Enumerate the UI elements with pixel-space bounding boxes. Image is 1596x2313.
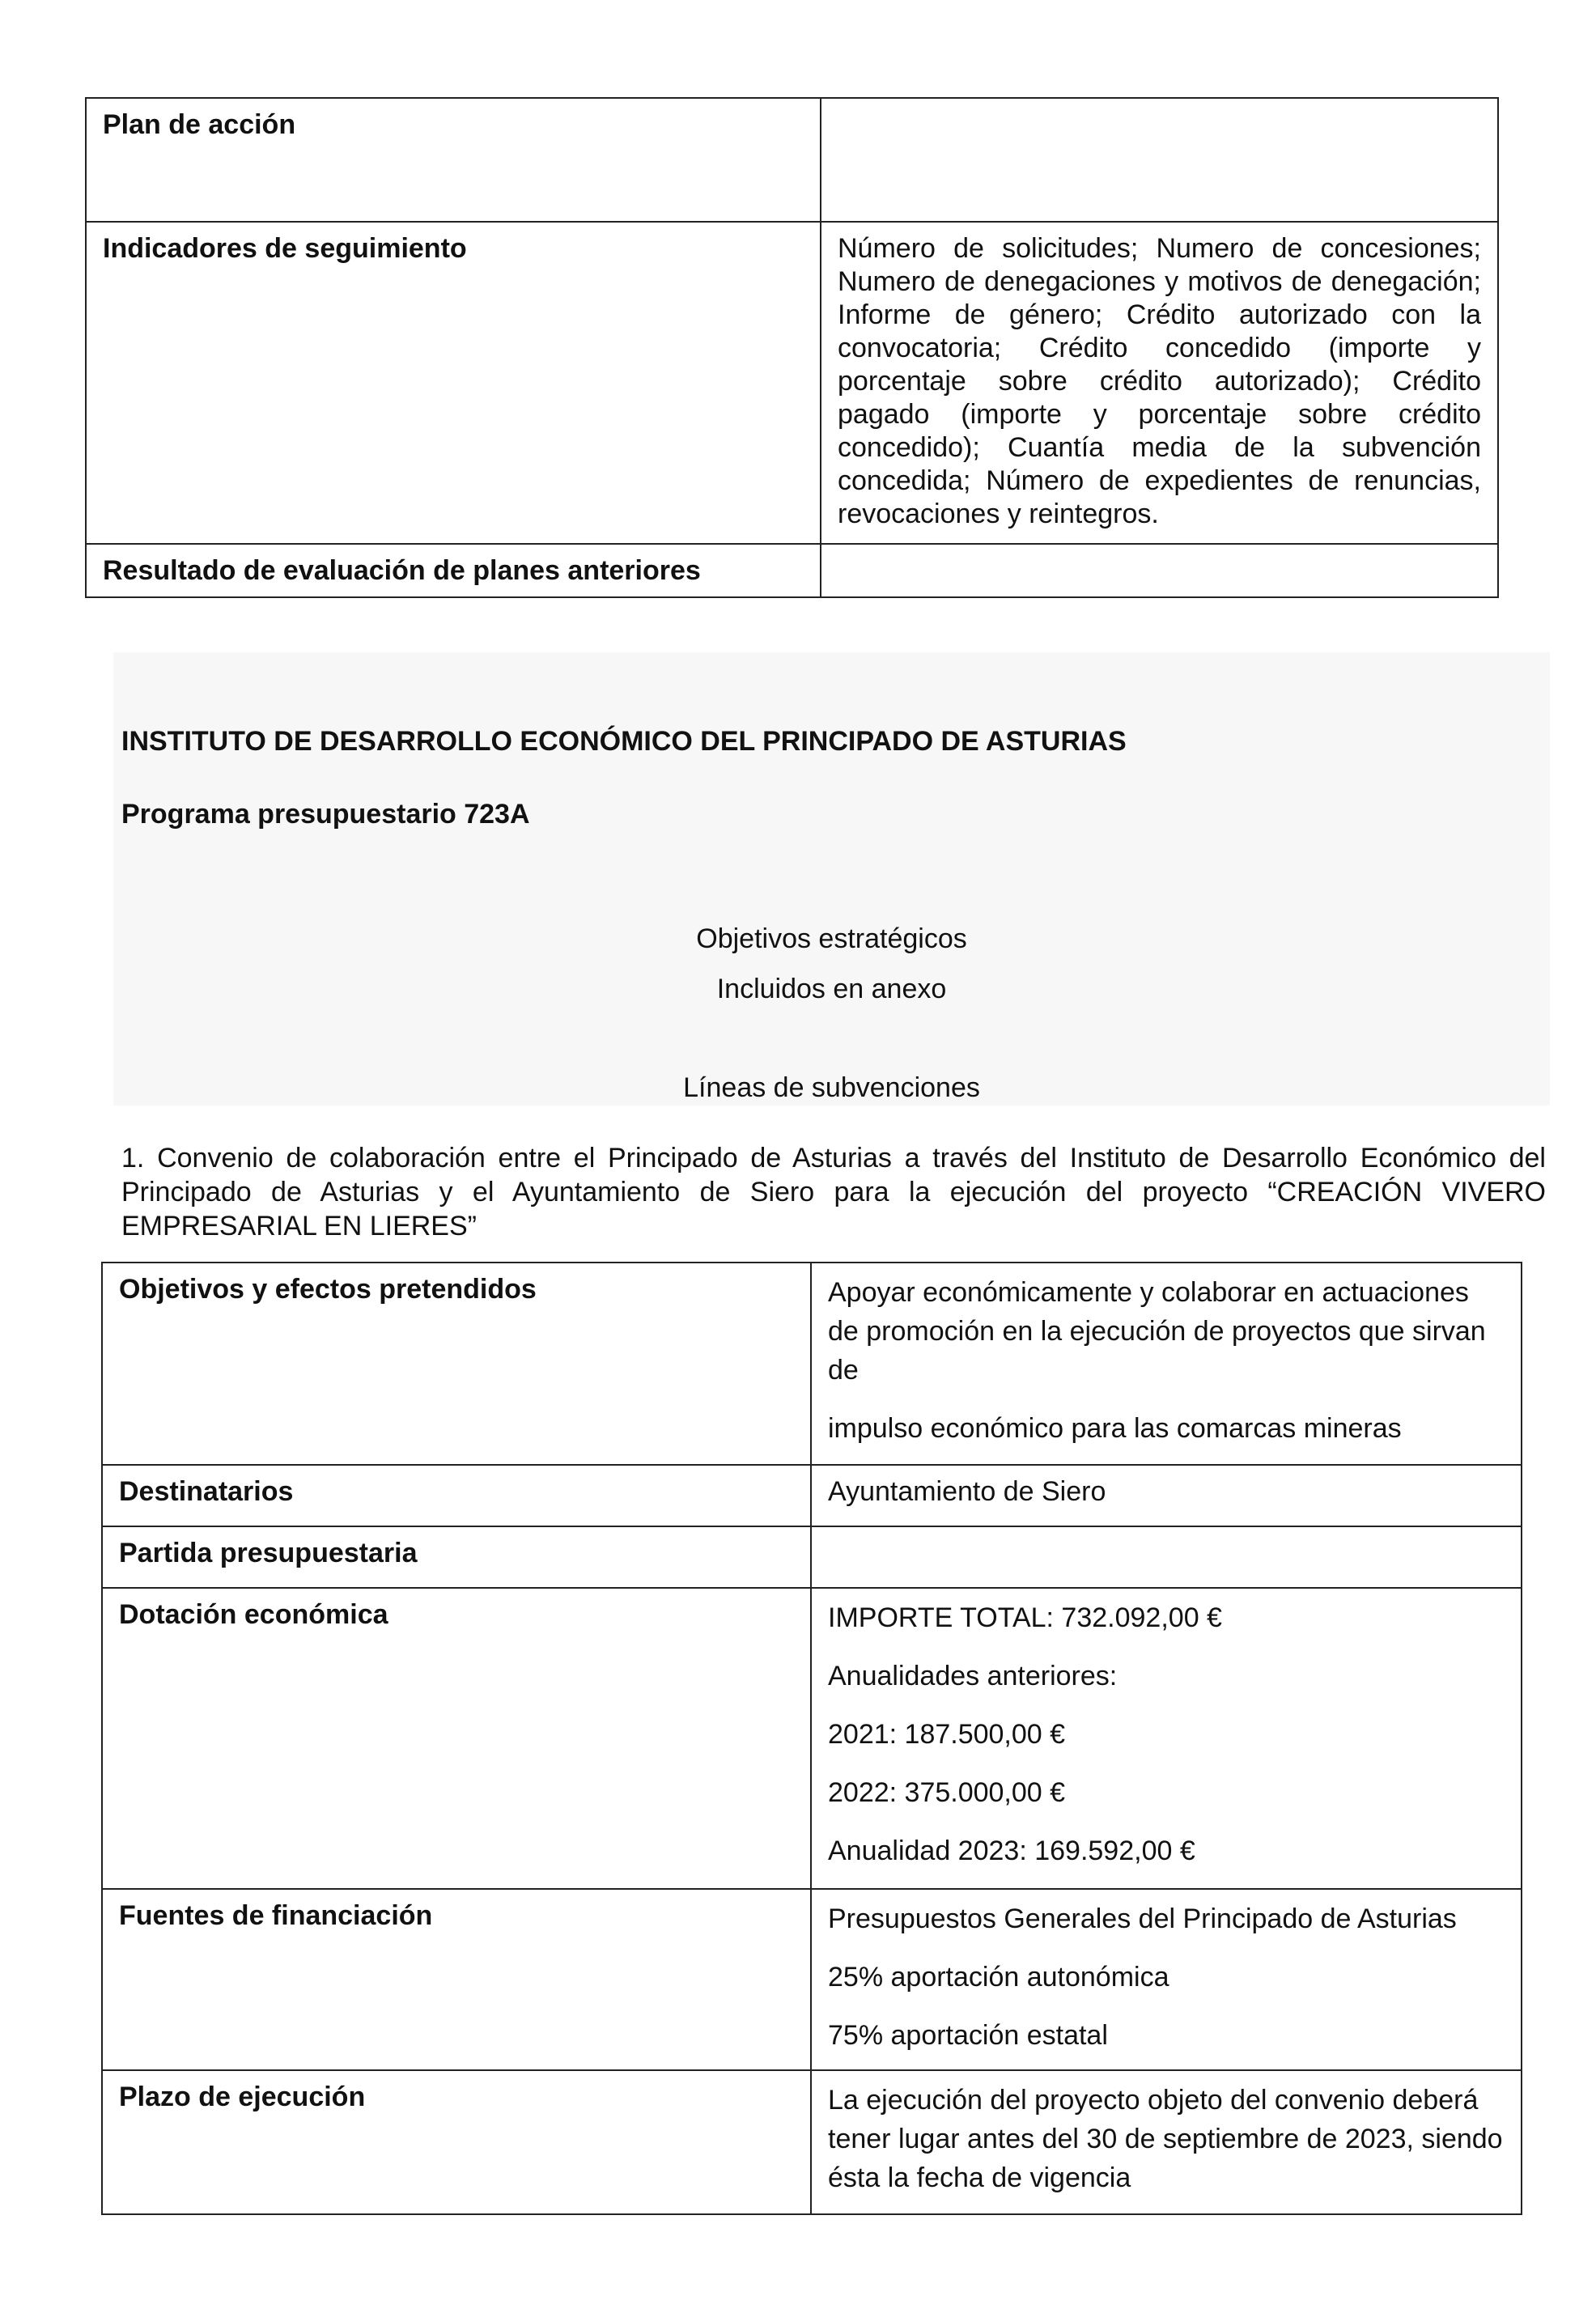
- convenio-table: [101, 1262, 1522, 2215]
- incluidos-text: Incluidos en anexo: [716, 974, 947, 1004]
- fuentes-cell: [811, 1889, 1522, 2070]
- evaluation-table: [85, 97, 1499, 598]
- dotacion-label: Dotación económica: [102, 1588, 811, 1889]
- row-plazo: [102, 2070, 1522, 2214]
- fuentes-line: 25% aportación autonómica: [828, 1962, 1169, 1993]
- row-partida: [102, 1526, 1522, 1588]
- indicadores-value: Número de solicitudes; Numero de concesiones; Numero de denegaciones y motivos de denegación; Informe de género; Crédito autorizado con la convocatoria; Crédito concedido (importe y porcentaje sobre crédito autorizado); Crédito pagado (importe y porcentaje sobre crédito concedido); Cuantía media de la subvención concedida; Número de expedientes de renuncias, revocaciones y reintegros.: [821, 222, 1498, 544]
- dotacion-line: Anualidad 2023: 169.592,00 €: [828, 1836, 1195, 1866]
- objetivos-p2: impulso económico para las comarcas mineras: [828, 1413, 1402, 1444]
- fuentes-label: Fuentes de financiación: [102, 1889, 811, 2070]
- plan-accion-label: Plan de acción: [86, 98, 821, 222]
- institute-heading: INSTITUTO DE DESARROLLO ECONÓMICO DEL PRINCIPADO DE ASTURIAS: [121, 726, 1127, 757]
- institute-section: [113, 652, 1550, 1106]
- dotacion-cell: [811, 1588, 1522, 1889]
- lineas-heading: Líneas de subvenciones: [683, 1072, 980, 1103]
- indicadores-label: Indicadores de seguimiento: [86, 222, 821, 544]
- destinatarios-label: Destinatarios: [102, 1465, 811, 1526]
- dotacion-line: Anualidades anteriores:: [828, 1661, 1118, 1691]
- plazo-label: Plazo de ejecución: [102, 2070, 811, 2214]
- convenio-intro: 1. Convenio de colaboración entre el Principado de Asturias a través del Instituto de Desarrollo Económico del Principado de Asturias y el Ayuntamiento de Siero para la ejecución del proyecto “CREACIÓN VIVERO EMPRESARIAL EN LIERES”: [121, 1143, 1546, 1241]
- partida-label: Partida presupuestaria: [102, 1526, 811, 1588]
- destinatarios-value: Ayuntamiento de Siero: [811, 1465, 1522, 1526]
- objetivos-heading: Objetivos estratégicos: [696, 923, 967, 954]
- dotacion-line: 2021: 187.500,00 €: [828, 1719, 1066, 1750]
- objetivos-p1: Apoyar económicamente y colaborar en actuaciones de promoción en la ejecución de proyectos que sirvan de: [828, 1277, 1486, 1386]
- row-plan-accion: [86, 98, 1498, 222]
- plazo-value: La ejecución del proyecto objeto del convenio deberá tener lugar antes del 30 de septiembre de 2023, siendo ésta la fecha de vigencia: [811, 2070, 1522, 2214]
- row-objetivos: [102, 1263, 1522, 1465]
- row-destinatarios: [102, 1465, 1522, 1526]
- resultado-label: Resultado de evaluación de planes anteriores: [86, 544, 821, 597]
- dotacion-line: IMPORTE TOTAL: 732.092,00 €: [828, 1602, 1222, 1633]
- row-fuentes: [102, 1889, 1522, 2070]
- row-indicadores: [86, 222, 1498, 544]
- objetivos-cell: [811, 1263, 1522, 1465]
- fuentes-line: 75% aportación estatal: [828, 2020, 1108, 2051]
- fuentes-line: Presupuestos Generales del Principado de Asturias: [828, 1903, 1457, 1934]
- resultado-value: [821, 544, 1498, 597]
- row-resultado: [86, 544, 1498, 597]
- dotacion-line: 2022: 375.000,00 €: [828, 1777, 1066, 1808]
- plan-accion-value: [821, 98, 1498, 222]
- objetivos-label: Objetivos y efectos pretendidos: [102, 1263, 811, 1465]
- program-heading: Programa presupuestario 723A: [121, 799, 530, 830]
- row-dotacion: [102, 1588, 1522, 1889]
- partida-value: [811, 1526, 1522, 1588]
